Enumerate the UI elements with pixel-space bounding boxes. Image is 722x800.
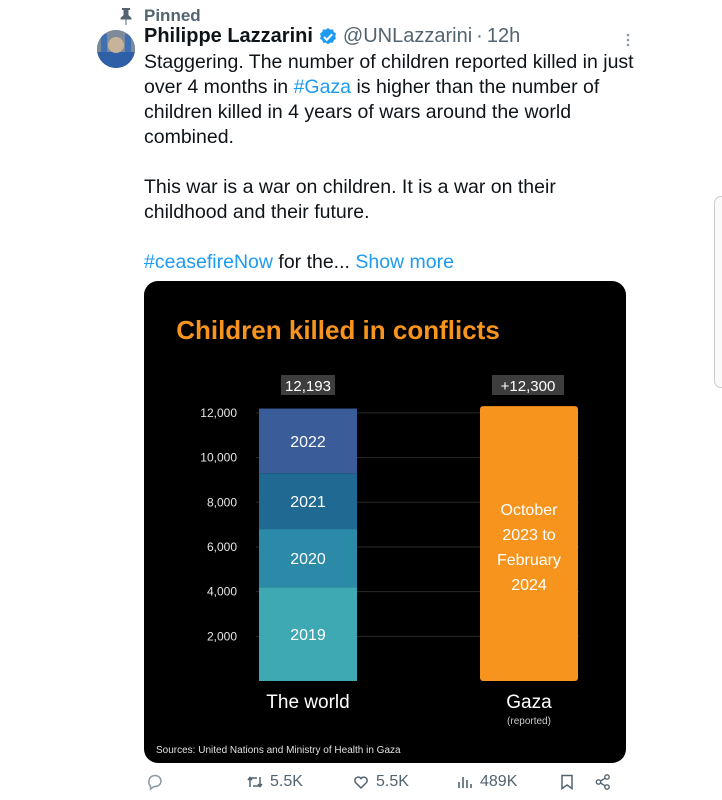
separator-dot: · xyxy=(476,25,483,47)
views-icon xyxy=(456,773,474,791)
bookmark-icon xyxy=(558,773,576,791)
world-segment-label: 2020 xyxy=(290,551,326,569)
tweet-header xyxy=(144,25,520,48)
y-tick-label: 6,000 xyxy=(206,539,237,554)
reply-icon xyxy=(146,773,164,791)
world-segment-label: 2019 xyxy=(290,627,326,645)
share-icon xyxy=(594,773,612,791)
world-segment-label: 2022 xyxy=(290,433,326,451)
chart-svg xyxy=(144,281,626,763)
y-tick-label: 4,000 xyxy=(206,584,237,599)
views-count: 489K xyxy=(480,773,518,790)
tweet-paragraph-1: Staggering. The number of children reported killed in just over 4 months in #Gaza is higher than the number of children killed in 4 years of wars around the world combined. xyxy=(144,51,634,148)
hashtag-gaza-link[interactable]: #Gaza xyxy=(293,76,352,98)
tweet-paragraph-3: #ceasefireNow for the... Show more xyxy=(144,251,454,273)
y-tick-label: 10,000 xyxy=(200,450,237,465)
share-button[interactable] xyxy=(594,770,612,794)
category-label-world: The world xyxy=(266,692,350,713)
show-more-link[interactable]: Show more xyxy=(355,251,454,273)
verified-badge-icon xyxy=(318,27,338,47)
tweet-action-bar xyxy=(144,770,624,796)
category-sublabel-gaza: (reported) xyxy=(507,716,551,727)
gaza-bar-label-line: October xyxy=(500,502,558,519)
like-count: 5.5K xyxy=(376,773,409,790)
author-handle[interactable]: @UNLazzarini xyxy=(342,25,473,47)
more-options-icon[interactable] xyxy=(624,32,632,48)
hashtag-ceasefirenow-link[interactable]: #ceasefireNow xyxy=(144,251,273,273)
page-scrollbar[interactable] xyxy=(714,196,722,388)
reply-button[interactable] xyxy=(146,770,164,794)
gaza-total-label: +12,300 xyxy=(500,378,556,395)
tweet-paragraph-2: This war is a war on children. It is a war on their childhood and their future. xyxy=(144,176,556,223)
gaza-bar-label-line: 2023 to xyxy=(502,527,556,544)
pinned-label: Pinned xyxy=(144,6,201,25)
gaza-bar-label-line: 2024 xyxy=(511,577,547,594)
author-name[interactable]: Philippe Lazzarini xyxy=(144,25,313,47)
chart-sources: Sources: United Nations and Ministry of Health in Gaza xyxy=(156,745,401,756)
repost-button[interactable] xyxy=(246,770,303,794)
y-tick-label: 12,000 xyxy=(200,405,237,420)
bookmark-button[interactable] xyxy=(558,770,576,794)
world-segment-label: 2021 xyxy=(290,494,326,512)
category-label-gaza: Gaza xyxy=(506,692,552,713)
tweet-timestamp[interactable]: 12h xyxy=(486,25,521,47)
world-total-label: 12,193 xyxy=(285,378,331,395)
y-tick-label: 8,000 xyxy=(206,495,237,510)
repost-icon xyxy=(246,773,264,791)
repost-count: 5.5K xyxy=(270,773,303,790)
chart-title: Children killed in conflicts xyxy=(176,315,500,345)
pin-icon xyxy=(118,7,134,25)
views-button[interactable] xyxy=(456,770,517,794)
y-tick-label: 2,000 xyxy=(206,629,237,644)
gaza-bar-label-line: February xyxy=(496,552,562,569)
like-icon xyxy=(352,773,370,791)
like-button[interactable] xyxy=(352,770,409,794)
tweet-text xyxy=(144,50,634,275)
tweet-media-infographic[interactable] xyxy=(144,281,626,763)
avatar[interactable] xyxy=(97,30,135,68)
pinned-indicator xyxy=(118,6,201,26)
